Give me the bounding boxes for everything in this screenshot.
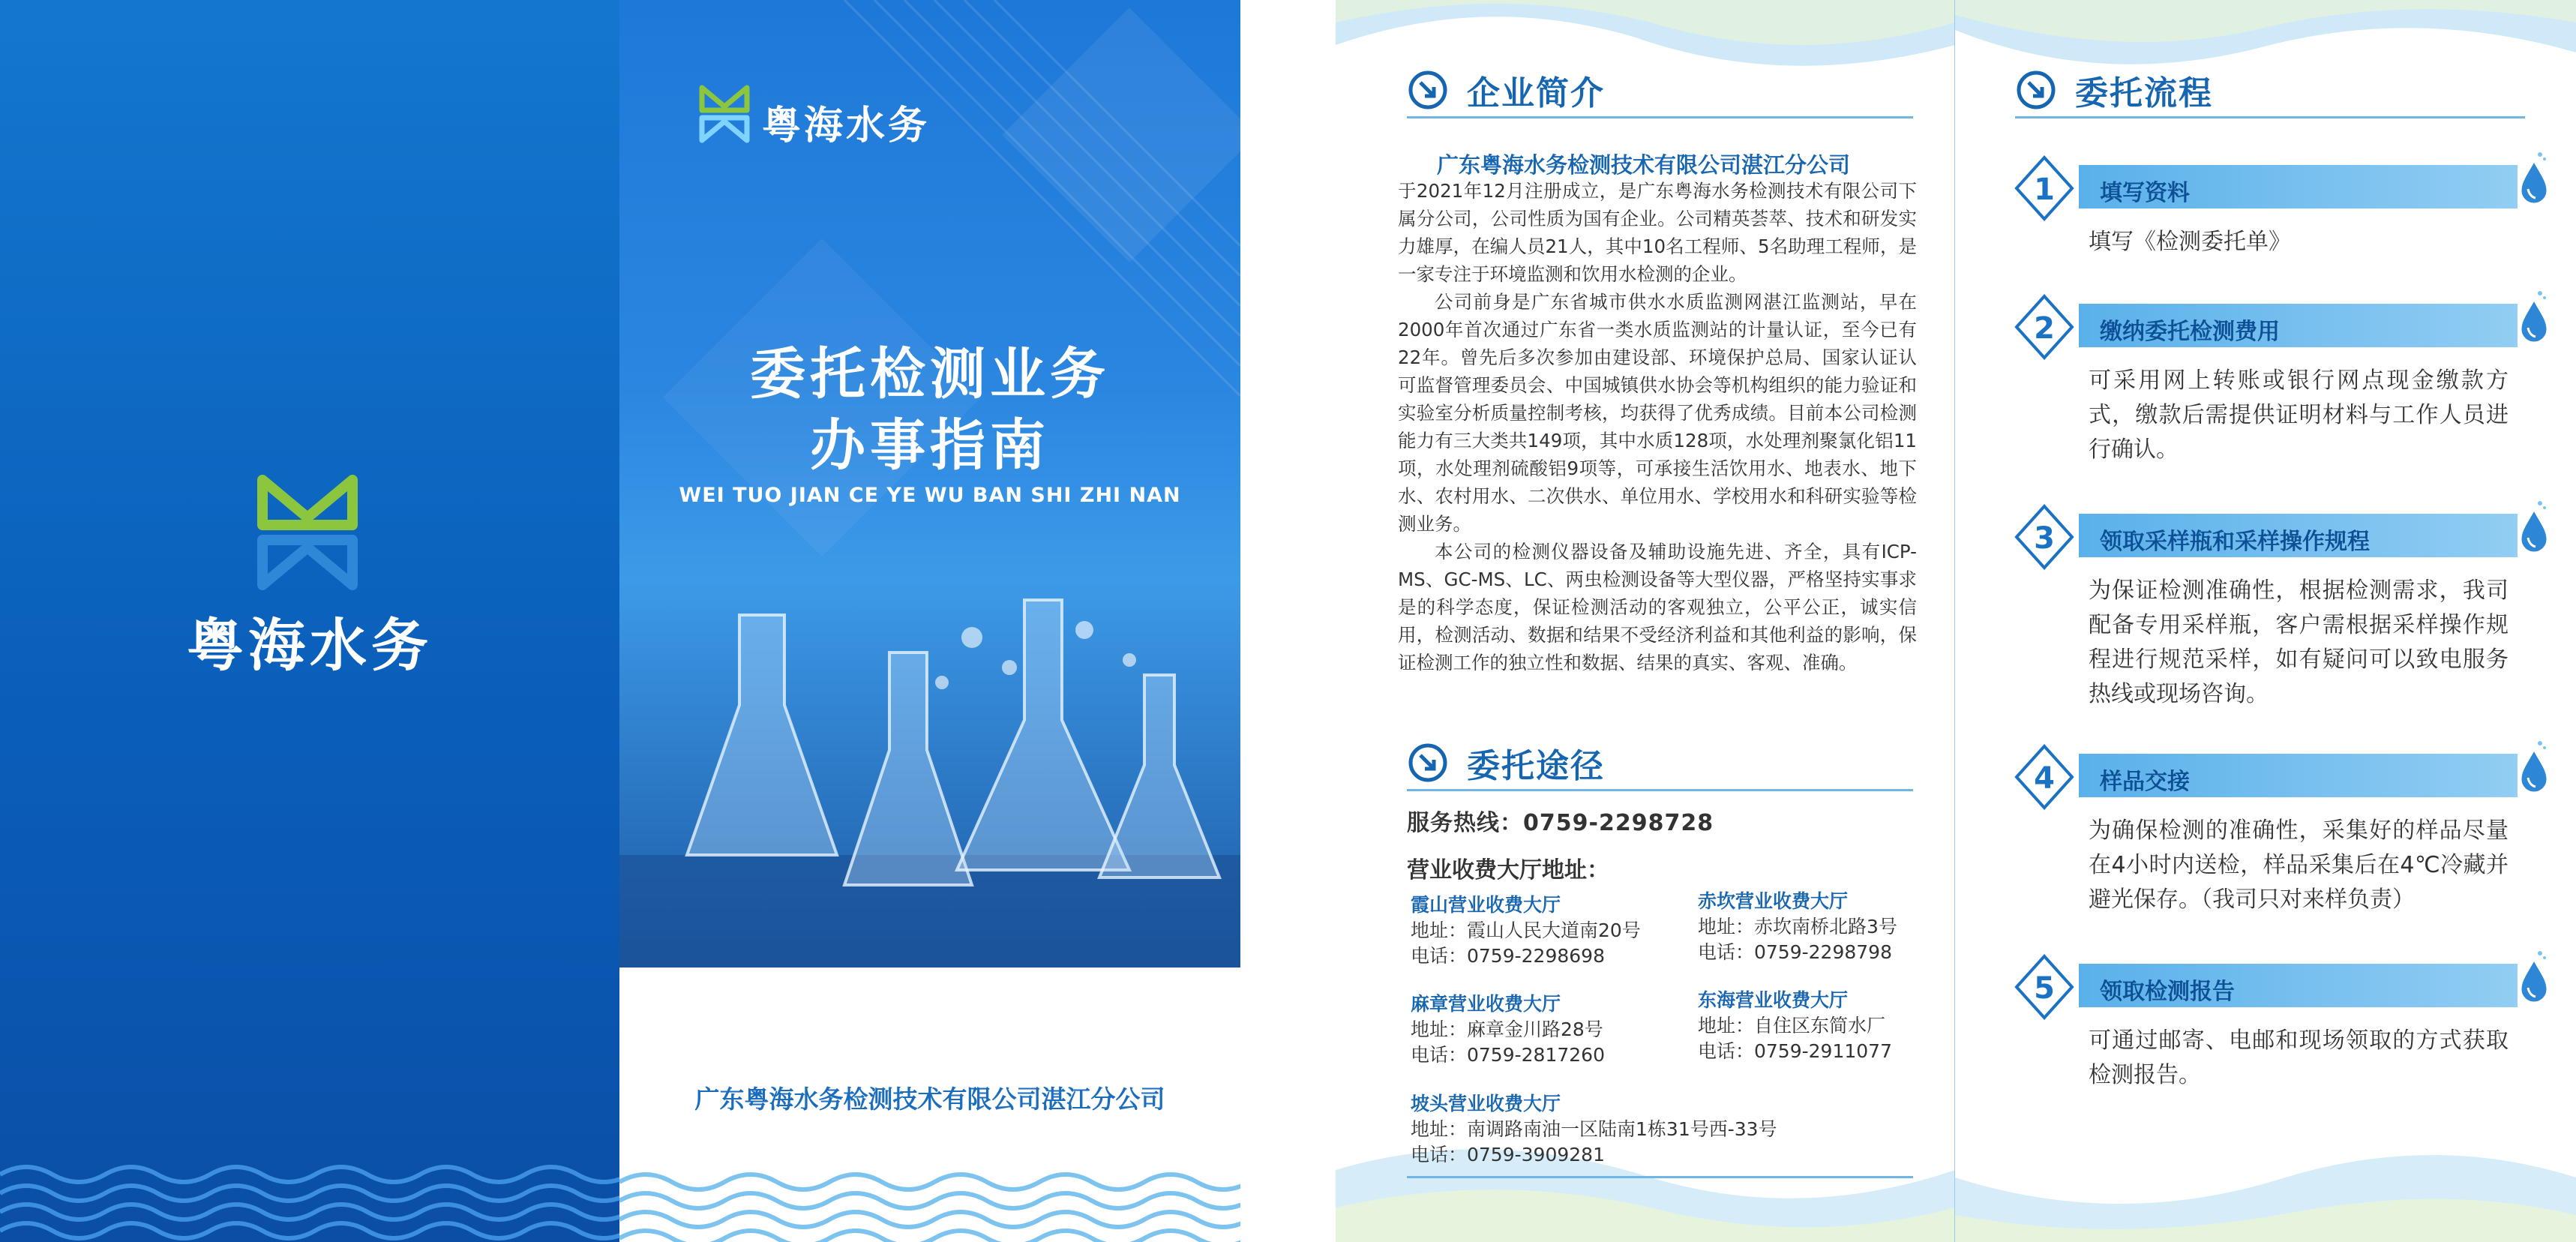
hall-phone: 电话：0759-2298698 [1411,945,1605,967]
bottom-wave-decoration [1955,1125,2576,1242]
front-cover-brand: 粤海水务 [762,103,931,148]
step-title: 填写资料 [2100,180,2190,206]
hall-block [1698,988,1892,1064]
hall-block [1411,992,1605,1068]
intro-company-title: 广东粤海水务检测技术有限公司湛江分公司 [1437,152,1851,178]
back-cover-panel [0,0,619,1242]
wave-decoration [0,1160,619,1242]
water-drop-icon [2518,739,2551,799]
step-number: 2 [2034,311,2055,346]
front-cover-panel [619,0,1240,1242]
intro-paragraph: 本公司的检测仪器设备及辅助设施先进、齐全，具有ICP-MS、GC-MS、LC、两虫检测设备等大型仪器，严格坚持实事求是的科学态度，保证检测活动的客观独立，公平公正，诚实信用，检测活动、数据和结果不受经济利益和其他利益的影响，保证检测工作的独立性和数据、结果的真实、客观、准确。 [1398,541,1917,674]
section-arrow-icon [1407,742,1449,784]
hall-name: 赤坎营业收费大厅 [1698,890,1849,912]
cover-company-name: 广东粤海水务检测技术有限公司湛江分公司 [694,1084,1165,1114]
step-number-badge [2014,953,2075,1021]
process-heading-text: 委托流程 [2075,74,2213,112]
step-title-bar [2079,165,2518,208]
logo-icon [255,472,360,592]
hall-address: 地址：赤坎南桥北路3号 [1698,916,1897,938]
cover-title-line2: 办事指南 [810,413,1050,478]
process-heading [2015,66,2213,114]
process-panel [1955,0,2576,1242]
hall-address: 地址：麻章金川路28号 [1411,1018,1603,1040]
step-number-badge [2014,743,2075,811]
step-number: 1 [2034,172,2055,207]
hall-name: 霞山营业收费大厅 [1411,894,1561,916]
step-title-bar [2079,304,2518,347]
intro-heading-text: 企业简介 [1467,74,1605,112]
step-title-bar [2079,754,2518,797]
step-number-badge [2014,503,2075,571]
step-title: 领取检测报告 [2100,979,2235,1005]
step-title-bar [2079,964,2518,1007]
intro-underline [1407,116,1913,118]
hall-block [1698,889,1897,965]
step-title: 样品交接 [2100,769,2190,795]
step-description: 填写《检测委托单》 [2089,229,2291,255]
bottom-underline [1407,1176,1913,1178]
hall-address: 地址：南调路南油一区陆南1栋31号西-33号 [1411,1118,1777,1140]
intro-heading [1407,66,1605,114]
intro-panel [1336,0,1955,1242]
hall-name: 东海营业收费大厅 [1698,989,1849,1011]
water-drop-icon [2518,499,2551,559]
intro-paragraph: 于2021年12月注册成立，是广东粤海水务检测技术有限公司下属分公司，公司性质为国有企业。公司精英荟萃、技术和研发实力雄厚，在编人员21人，其中10名工程师、5名助理工程师，是一家专注于环境监测和饮用水检测的企业。 [1398,180,1917,285]
hall-phone: 电话：0759-2817260 [1411,1044,1605,1066]
lab-flasks-illustration [619,585,1240,968]
section-arrow-icon [1407,69,1449,111]
halls-label: 营业收费大厅地址： [1407,857,1609,884]
intro-body [1398,177,1917,676]
hall-name: 坡头营业收费大厅 [1411,1093,1561,1114]
step-description: 为确保检测的准确性，采集好的样品尽量在4小时内送检，样品采集后在4℃冷藏并避光保存。（我司只对来样负责） [2089,818,2509,913]
channels-heading [1407,739,1605,787]
section-arrow-icon [2015,69,2057,111]
small-logo-icon [698,84,751,144]
step-number-badge [2014,293,2075,361]
water-drop-icon [2518,289,2551,349]
channels-heading-text: 委托途径 [1467,747,1605,785]
step-number: 5 [2034,971,2055,1006]
channels-underline [1407,789,1913,791]
hall-address: 地址：霞山人民大道南20号 [1411,920,1641,941]
hall-phone: 电话：0759-2911077 [1698,1040,1892,1062]
cover-title-line1: 委托检测业务 [750,342,1110,406]
back-cover-brand: 粤海水务 [187,612,433,679]
hall-name: 麻章营业收费大厅 [1411,993,1561,1015]
hall-phone: 电话：0759-3909281 [1411,1144,1605,1166]
step-description: 可采用网上转账或银行网点现金缴款方式，缴款后需提供证明材料与工作人员进行确认。 [2089,368,2509,463]
step-title-bar [2079,514,2518,557]
step-description: 为保证检测准确性，根据检测需求，我司配备专用采样瓶，客户需根据采样操作规程进行规范采样，如有疑问可以致电服务热线或现场咨询。 [2089,578,2509,707]
cover-pinyin: WEI TUO JIAN CE YE WU BAN SHI ZHI NAN [679,484,1181,507]
step-number: 3 [2034,521,2055,556]
step-number: 4 [2034,761,2055,796]
step-description: 可通过邮寄、电邮和现场领取的方式获取检测报告。 [2089,1028,2509,1088]
hall-block [1411,892,1641,969]
water-drop-icon [2518,150,2551,210]
intro-paragraph: 公司前身是广东省城市供水水质监测网湛江监测站，早在2000年首次通过广东省一类水质监测站的计量认证，至今已有22年。曾先后多次参加由建设部、环境保护总局、国家认证认可监督管理委员会、中国城镇供水协会等机构组织的能力验证和实验室分析质量控制考核，均获得了优秀成绩。目前本公司检测能力有三大类共149项，其中水质128项，水处理剂聚氯化铝11项，水处理剂硫酸铝9项等，可承接生活饮用水、地表水、地下水、农村用水、二次供水、单位用水、学校用水和科研实验等检测业务。 [1398,291,1917,535]
hall-block [1411,1091,1777,1168]
water-drop-icon [2518,949,2551,1009]
step-title: 领取采样瓶和采样操作规程 [2100,529,2370,555]
process-underline [2015,116,2525,118]
service-hotline: 服务热线：0759-2298728 [1407,810,1714,836]
front-wave-decoration [619,1167,1240,1242]
step-title: 缴纳委托检测费用 [2100,319,2280,345]
hall-phone: 电话：0759-2298798 [1698,941,1892,963]
hall-address: 地址：自住区东简水厂 [1698,1015,1886,1036]
step-number-badge [2014,154,2075,222]
